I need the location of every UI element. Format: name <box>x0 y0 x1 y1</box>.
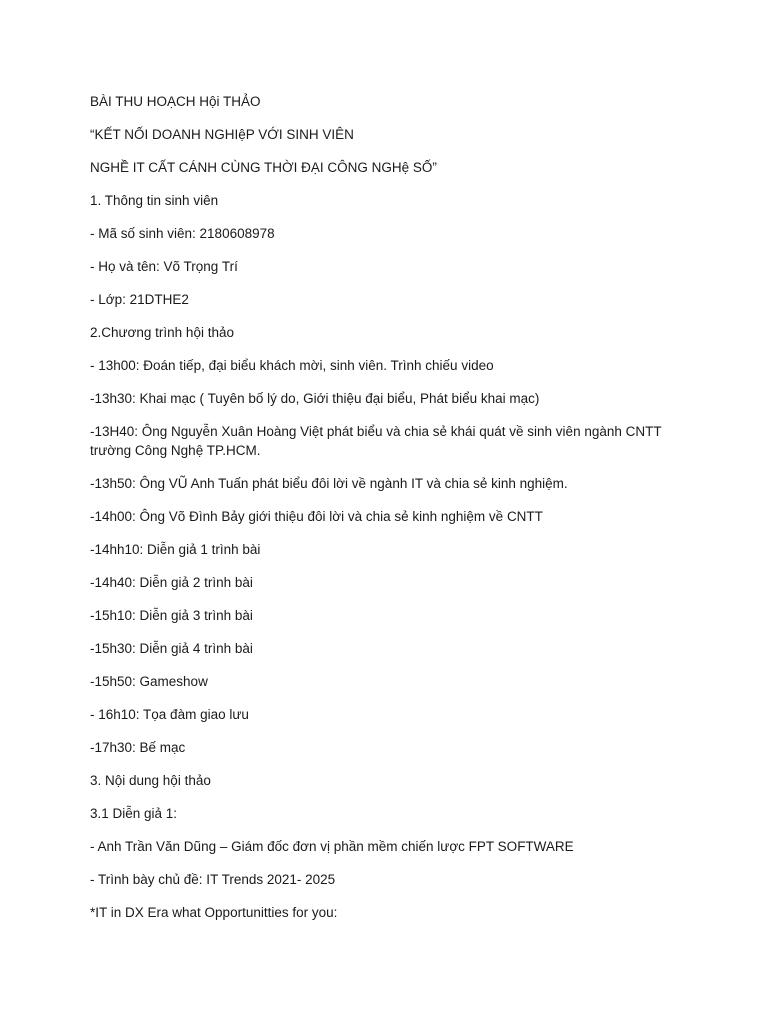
topic-1: - Trình bày chủ đề: IT Trends 2021- 2025 <box>90 872 336 887</box>
subtopic-1: *IT in DX Era what Opportunitties for you: <box>90 905 338 920</box>
schedule-item: - 16h10: Tọa đàm giao lưu <box>90 707 249 722</box>
schedule-item: -15h30: Diễn giả 4 trình bài <box>90 641 253 656</box>
section-3-heading: 3. Nội dung hội thảo <box>90 773 211 788</box>
document-title-line-2: “KẾT NỐI DOANH NGHIệP VỚI SINH VIÊN <box>90 127 354 142</box>
student-class: - Lớp: 21DTHE2 <box>90 292 189 307</box>
schedule-item: -13h50: Ông VŨ Anh Tuấn phát biểu đôi lời về ngành IT và chia sẻ kinh nghiệm. <box>90 476 568 491</box>
schedule-item: - 13h00: Đoán tiếp, đại biểu khách mời, sinh viên. Trình chiếu video <box>90 358 494 373</box>
schedule-item: -17h30: Bế mạc <box>90 740 186 755</box>
section-1-heading: 1. Thông tin sinh viên <box>90 193 219 208</box>
schedule-item: -13H40: Ông Nguyễn Xuân Hoàng Việt phát biểu và chia sẻ khái quát về sinh viên ngành CNTT trường Công Nghệ TP.HCM. <box>90 424 662 458</box>
student-name: - Họ và tên: Võ Trọng Trí <box>90 259 238 274</box>
schedule-item: -15h50: Gameshow <box>90 674 208 689</box>
document-title-line-1: BÀI THU HOẠCH Hội THẢO <box>90 94 261 109</box>
speaker-1: - Anh Trần Văn Dũng – Giám đốc đơn vị phần mềm chiến lược FPT SOFTWARE <box>90 839 574 854</box>
schedule-item: -14hh10: Diễn giả 1 trình bài <box>90 542 261 557</box>
schedule-item: -13h30: Khai mạc ( Tuyên bố lý do, Giới thiệu đại biểu, Phát biểu khai mạc) <box>90 391 540 406</box>
schedule-item: -14h40: Diễn giả 2 trình bài <box>90 575 253 590</box>
student-id: - Mã số sinh viên: 2180608978 <box>90 226 275 241</box>
document-body <box>90 92 690 936</box>
schedule-item: -15h10: Diễn giả 3 trình bài <box>90 608 253 623</box>
section-2-heading: 2.Chương trình hội thảo <box>90 325 234 340</box>
subsection-3-1-heading: 3.1 Diễn giả 1: <box>90 806 178 821</box>
schedule-item: -14h00: Ông Võ Đình Bảy giới thiệu đôi lời và chia sẻ kinh nghiệm về CNTT <box>90 509 543 524</box>
document-title-line-3: NGHỀ IT CẤT CÁNH CÙNG THỜI ĐẠI CÔNG NGHệ SỐ” <box>90 160 437 175</box>
